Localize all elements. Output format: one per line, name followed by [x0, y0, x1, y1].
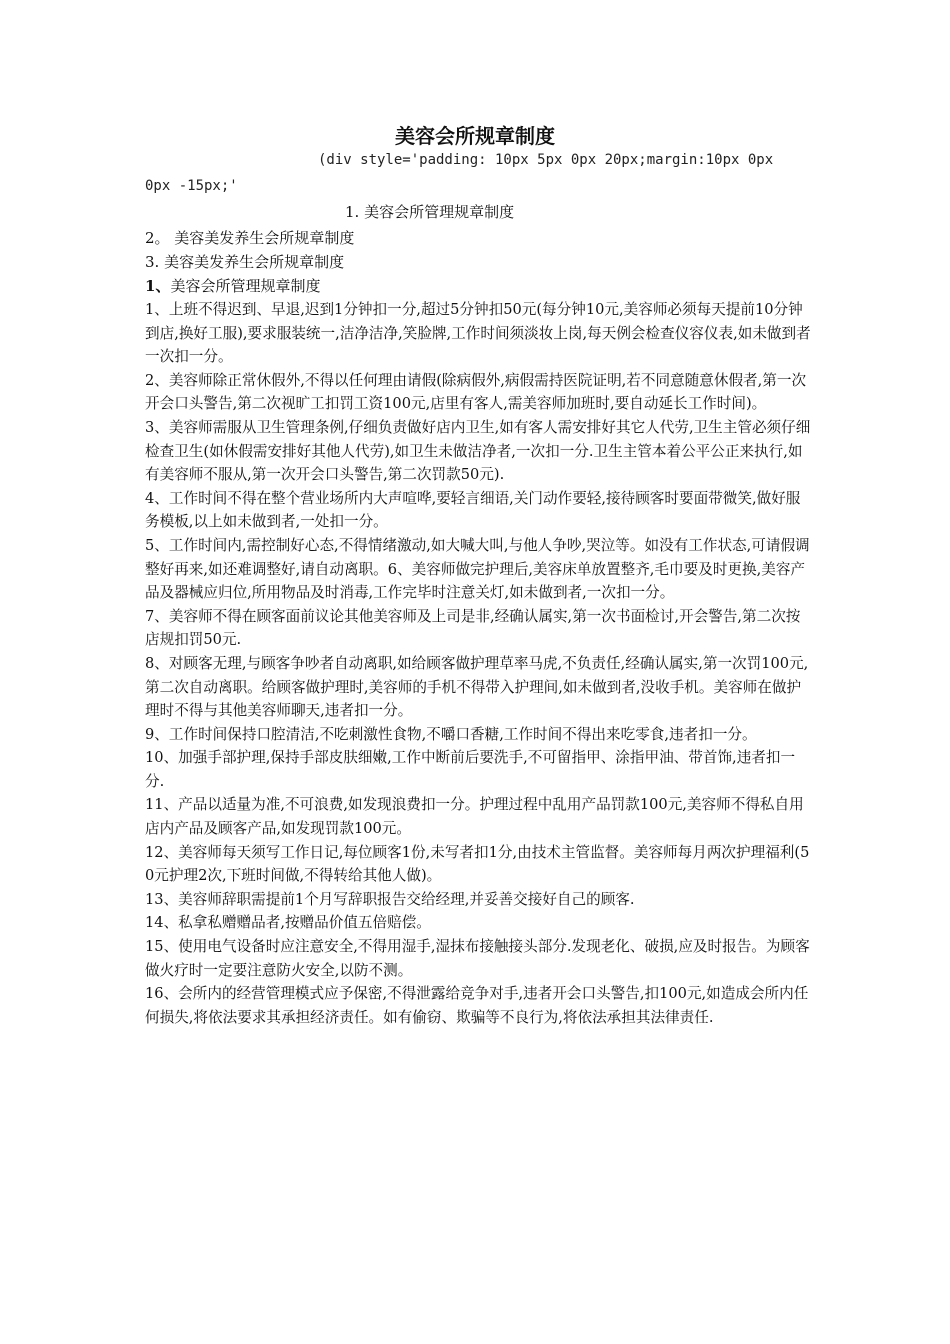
- code-text-line-1: (div style='padding: 10px 5px 0px 20px;margin:10px 0px: [318, 152, 774, 168]
- rule-paragraph: 12、美容师每天须写工作日记,每位顾客1份,未写者扣1分,由技术主管监督。美容师每月两次护理福利(50元护理2次,下班时间做,不得转给其他人做)。: [145, 843, 810, 885]
- rule-paragraph: 7、美容师不得在顾客面前议论其他美容师及上司是非,经确认属实,第一次书面检讨,开会警告,第二次按店规扣罚50元.: [145, 607, 801, 649]
- code-text-line-2: 0px -15px;': [145, 178, 238, 194]
- rule-paragraph: 5、工作时间内,需控制好心态,不得情绪激动,如大喊大叫,与他人争吵,哭泣等。如没有工作状态,可请假调整好再来,如还难调整好,请自动离职。6、美容师做完护理后,美容床单放置整齐,毛巾要及时更换,美容产品及器械应归位,所用物品及时消毒,工作完毕时注意关灯,如未做到者,一次扣一分。: [145, 536, 810, 602]
- toc-item-1: 1. 美容会所管理规章制度: [345, 203, 515, 221]
- section-number: 1、: [145, 277, 171, 295]
- rule-paragraph: 10、加强手部护理,保持手部皮肤细嫩,工作中断前后要洗手,不可留指甲、涂指甲油、带首饰,违者扣一分.: [145, 749, 796, 790]
- rule-paragraph: 15、使用电气设备时应注意安全,不得用湿手,湿抹布接触接头部分.发现老化、破损,应及时报告。为顾客做火疗时一定要注意防火安全,以防不测。: [145, 938, 810, 979]
- section-title: 美容会所管理规章制度: [170, 277, 321, 295]
- toc-item-3: 3. 美容美发养生会所规章制度: [145, 253, 345, 271]
- rule-paragraph: 3、美容师需服从卫生管理条例,仔细负责做好店内卫生,如有客人需安排好其它人代劳,卫生主管必须仔细检查卫生(如休假需安排好其他人代劳),如卫生未做洁净者,一次扣一分.卫生主管本着公平公正来执行,如有美容师不服从,第一次开会口头警告,第二次罚款50元).: [145, 418, 811, 484]
- rule-paragraph: 14、私拿私赠赠品者,按赠品价值五倍赔偿。: [145, 914, 431, 932]
- document-title: 美容会所规章制度: [395, 124, 555, 148]
- rule-paragraph: 13、美容师辞职需提前1个月写辞职报告交给经理,并妥善交接好自己的顾客.: [145, 890, 635, 908]
- rule-paragraph: 16、会所内的经营管理模式应予保密,不得泄露给竞争对手,违者开会口头警告,扣100元,如造成会所内任何损失,将依法要求其承担经济责任。如有偷窃、欺骗等不良行为,将依法承担其法律责任.: [145, 985, 809, 1026]
- rule-paragraph: 2、美容师除正常休假外,不得以任何理由请假(除病假外,病假需持医院证明,若不同意随意休假者,第一次开会口头警告,第二次视旷工扣罚工资100元,店里有客人,需美容师加班时,要自动延长工作时间)。: [145, 371, 807, 413]
- rules-body: [145, 298, 813, 1029]
- section-heading: [145, 275, 320, 297]
- rule-paragraph: 11、产品以适量为准,不可浪费,如发现浪费扣一分。护理过程中乱用产品罚款100元,美容师不得私自用店内产品及顾客产品,如发现罚款100元。: [145, 796, 804, 838]
- rule-paragraph: 8、对顾客无理,与顾客争吵者自动离职,如给顾客做护理草率马虎,不负责任,经确认属实,第一次罚100元,第二次自动离职。给顾客做护理时,美容师的手机不得带入护理间,如未做到者,没收手机。美容师在做护理时不得与其他美容师聊天,违者扣一分。: [145, 654, 809, 720]
- rule-paragraph: 4、工作时间不得在整个营业场所内大声喧哗,要轻言细语,关门动作要轻,接待顾客时要面带微笑,做好服务模板,以上如未做到者,一处扣一分。: [145, 489, 801, 531]
- toc-item-2: 2。 美容美发养生会所规章制度: [145, 229, 355, 247]
- rule-paragraph: 1、上班不得迟到、早退,迟到1分钟扣一分,超过5分钟扣50元(每分钟10元,美容师必须每天提前10分钟到店,换好工服),要求服装统一,洁净洁净,笑脸牌,工作时间须淡妆上岗,每天例会检查仪容仪表,如未做到者一次扣一分。: [145, 301, 811, 366]
- rule-paragraph: 9、工作时间保持口腔清洁,不吃刺激性食物,不嚼口香糖,工作时间不得出来吃零食,违者扣一分。: [145, 725, 757, 743]
